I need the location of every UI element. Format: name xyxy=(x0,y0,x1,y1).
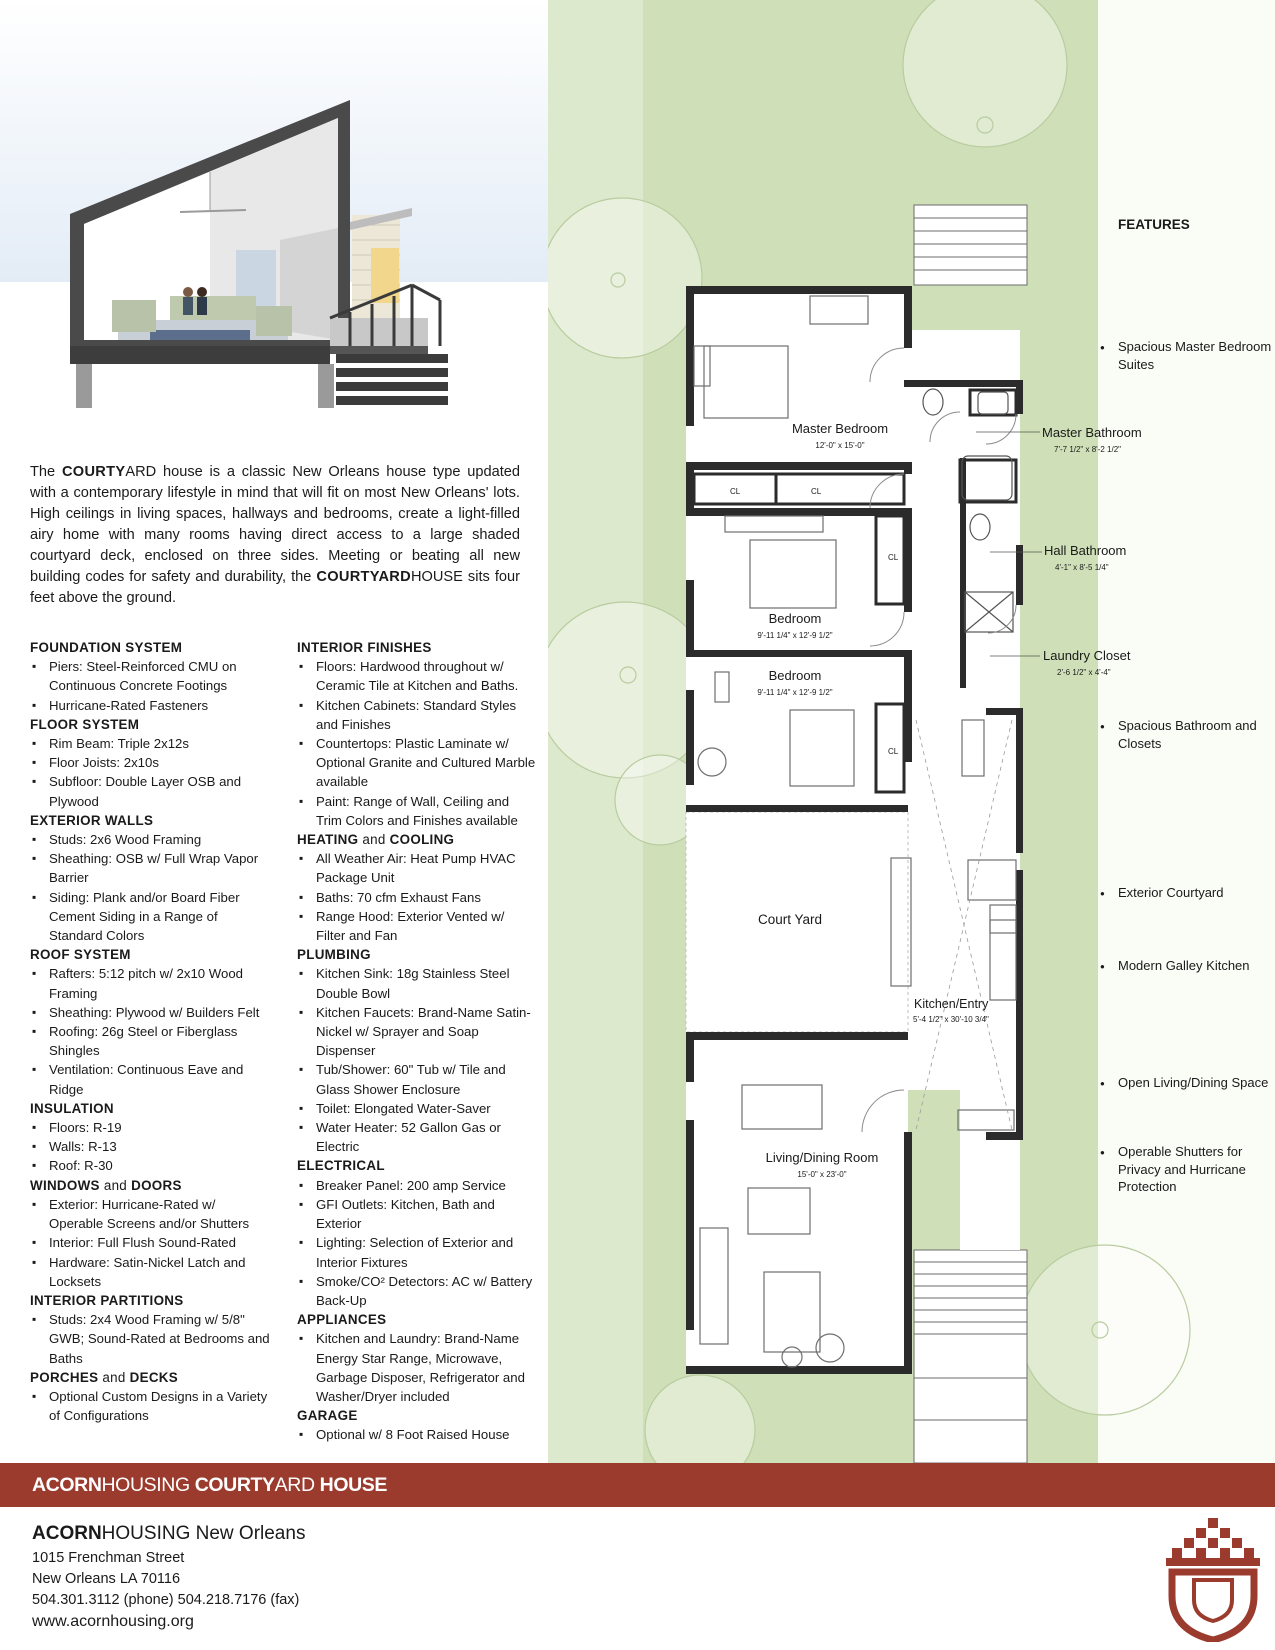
spec-heading: HEATING and COOLING xyxy=(297,832,455,848)
spec-item: ▪ Floors: R-19 xyxy=(30,1118,270,1137)
spec-list xyxy=(30,1118,270,1176)
spec-item: ▪ All Weather Air: Heat Pump HVAC Package Unit xyxy=(297,849,537,887)
spec-heading: INTERIOR FINISHES xyxy=(297,640,432,655)
house-section-rendering xyxy=(0,0,548,440)
spec-list xyxy=(297,1176,537,1310)
spec-item: ▪ GFI Outlets: Kitchen, Bath and Exterior xyxy=(297,1195,537,1233)
website-link[interactable]: www.acornhousing.org xyxy=(32,1613,194,1630)
spec-heading: INTERIOR PARTITIONS xyxy=(30,1292,184,1308)
spec-list xyxy=(30,734,270,811)
spec-item: ▪ Baths: 70 cfm Exhaust Fans xyxy=(297,888,537,907)
spec-item: ▪ Smoke/CO² Detectors: AC w/ Battery Back-Up xyxy=(297,1272,537,1310)
spec-item: ▪ Paint: Range of Wall, Ceiling and Trim Colors and Finishes available xyxy=(297,792,537,830)
spec-item: ▪ Rim Beam: Triple 2x12s xyxy=(30,734,270,753)
spec-item: ▪ Lighting: Selection of Exterior and Interior Fixtures xyxy=(297,1233,537,1271)
room-label-hall-bath: Hall Bathroom xyxy=(1044,543,1127,558)
room-dim-kitchen: 5'-4 1/2" x 30'-10 3/4" xyxy=(913,1015,989,1024)
house-name-bold: COURTYARD xyxy=(316,569,411,585)
spec-list xyxy=(30,1195,270,1291)
spec-item: ▪ Sheathing: OSB w/ Full Wrap Vapor Barrier xyxy=(30,849,270,887)
spec-heading: PLUMBING xyxy=(297,947,371,963)
spec-item: ▪ Tub/Shower: 60" Tub w/ Tile and Glass Shower Enclosure xyxy=(297,1060,537,1098)
feature-item: ● Spacious Master Bedroom Suites xyxy=(1118,338,1273,373)
spec-list xyxy=(297,1425,537,1444)
spec-list xyxy=(30,657,270,715)
acorn-logo-icon xyxy=(1166,1518,1260,1642)
feature-item: ● Open Living/Dining Space xyxy=(1118,1074,1273,1092)
spec-item: ▪ Floor Joists: 2x10s xyxy=(30,753,270,772)
room-label-bedroom-1: Bedroom xyxy=(768,611,822,626)
room-label-kitchen: Kitchen/Entry xyxy=(914,997,989,1011)
specs-right-column xyxy=(297,638,537,1445)
spec-item: ▪ Hardware: Satin-Nickel Latch and Locksets xyxy=(30,1253,270,1291)
room-dim-bedroom-2: 9'-11 1/4" x 12'-9 1/2" xyxy=(757,688,833,697)
spec-item: ▪ Toilet: Elongated Water-Saver xyxy=(297,1099,537,1118)
spec-item: ▪ Roofing: 26g Steel or Fiberglass Shingles xyxy=(30,1022,270,1060)
room-label-bedroom-2: Bedroom xyxy=(768,668,822,683)
spec-item: ▪ Floors: Hardwood throughout w/ Ceramic Tile at Kitchen and Baths. xyxy=(297,657,537,695)
spec-heading: ROOF SYSTEM xyxy=(30,947,131,963)
spec-list xyxy=(297,657,537,830)
room-label-courtyard: Court Yard xyxy=(757,912,823,927)
room-label-master-bedroom: Master Bedroom xyxy=(791,421,889,436)
spec-heading: INSULATION xyxy=(30,1100,114,1116)
room-label-laundry: Laundry Closet xyxy=(1043,648,1131,663)
closet-label: CL xyxy=(811,487,822,496)
spec-list xyxy=(30,1310,270,1368)
spec-item: ▪ Studs: 2x4 Wood Framing w/ 5/8" GWB; Sound-Rated at Bedrooms and Baths xyxy=(30,1310,270,1368)
spec-item: ▪ Roof: R-30 xyxy=(30,1156,270,1175)
spec-item: ▪ Walls: R-13 xyxy=(30,1137,270,1156)
spec-heading: FOUNDATION SYSTEM xyxy=(30,640,183,655)
room-dim-master-bedroom: 12'-0" x 15'-0" xyxy=(815,441,865,450)
spec-item: ▪ Subfloor: Double Layer OSB and Plywood xyxy=(30,772,270,810)
spec-heading: WINDOWS and DOORS xyxy=(30,1177,182,1193)
spec-item: ▪ Kitchen and Laundry: Brand-Name Energy Star Range, Microwave, Garbage Disposer, Refrigerator and Washer/Dryer included xyxy=(297,1329,537,1406)
spec-heading: APPLIANCES xyxy=(297,1312,387,1328)
spec-list xyxy=(30,1387,270,1425)
closet-label: CL xyxy=(888,553,899,562)
spec-heading: FLOOR SYSTEM xyxy=(30,716,140,732)
spec-item: ▪ Kitchen Sink: 18g Stainless Steel Double Bowl xyxy=(297,964,537,1002)
spec-heading: GARAGE xyxy=(297,1408,358,1424)
feature-item: ● Modern Galley Kitchen xyxy=(1118,957,1273,975)
contact-block xyxy=(32,1522,305,1632)
spec-list xyxy=(30,964,270,1098)
phone-fax: 504.301.3112 (phone) 504.218.7176 (fax) xyxy=(32,1592,300,1608)
spec-item: ▪ Exterior: Hurricane-Rated w/ Operable Screens and/or Shutters xyxy=(30,1195,270,1233)
spec-list xyxy=(30,830,270,945)
spec-item: ▪ Siding: Plank and/or Board Fiber Cement Siding in a Range of Standard Colors xyxy=(30,888,270,946)
spec-item: ▪ Countertops: Plastic Laminate w/ Optional Granite and Cultured Marble available xyxy=(297,734,537,792)
spec-item: ▪ Sheathing: Plywood w/ Builders Felt xyxy=(30,1003,270,1022)
spec-list xyxy=(297,849,537,945)
house-name-bold: COURTY xyxy=(61,464,126,480)
intro-paragraph: The COURTYARD house is a classic New Orleans house type updated with a contemporary lifestyle in mind that will fit on most New Orleans' lots. High ceilings in living spaces, hallways and bedrooms, create a light-filled airy home with many rooms having direct access to a large shaded courtyard deck, enclosed on three sides. Meeting or beating all new building codes for safety and durability, the COURTYARDHOUSE sits four feet above the ground. xyxy=(30,464,521,606)
banner-title: ACORNHOUSING COURTYARD HOUSE xyxy=(32,1474,388,1496)
feature-item: ● Exterior Courtyard xyxy=(1118,884,1273,902)
spec-list xyxy=(297,964,537,1156)
room-label-living: Living/Dining Room xyxy=(765,1150,879,1165)
spec-item: ▪ Kitchen Cabinets: Standard Styles and Finishes xyxy=(297,696,537,734)
city-address: New Orleans LA 70116 xyxy=(32,1571,181,1587)
org-name: ACORNHOUSING New Orleans xyxy=(32,1523,306,1544)
spec-item: ▪ Breaker Panel: 200 amp Service xyxy=(297,1176,537,1195)
spec-item: ▪ Optional w/ 8 Foot Raised House xyxy=(297,1425,537,1444)
spec-item: ▪ Ventilation: Continuous Eave and Ridge xyxy=(30,1060,270,1098)
spec-heading: PORCHES and DECKS xyxy=(30,1369,178,1385)
closet-label: CL xyxy=(888,747,899,756)
feature-item: ● Spacious Bathroom and Closets xyxy=(1118,717,1273,752)
spec-heading: EXTERIOR WALLS xyxy=(30,812,154,828)
spec-heading: ELECTRICAL xyxy=(297,1158,385,1174)
spec-list xyxy=(297,1329,537,1406)
features-title: FEATURES xyxy=(1118,217,1190,232)
spec-item: ▪ Hurricane-Rated Fasteners xyxy=(30,696,270,715)
spec-item: ▪ Range Hood: Exterior Vented w/ Filter and Fan xyxy=(297,907,537,945)
room-label-master-bath: Master Bathroom xyxy=(1042,425,1142,440)
spec-item: ▪ Optional Custom Designs in a Variety of Configurations xyxy=(30,1387,270,1425)
spec-item: ▪ Interior: Full Flush Sound-Rated xyxy=(30,1233,270,1252)
spec-item: ▪ Studs: 2x6 Wood Framing xyxy=(30,830,270,849)
spec-item: ▪ Piers: Steel-Reinforced CMU on Continuous Concrete Footings xyxy=(30,657,270,695)
closet-label: CL xyxy=(730,487,741,496)
room-dim-hall-bath: 4'-1" x 8'-5 1/4" xyxy=(1055,563,1109,572)
spec-item: ▪ Kitchen Faucets: Brand-Name Satin-Nickel w/ Sprayer and Soap Dispenser xyxy=(297,1003,537,1061)
spec-item: ▪ Water Heater: 52 Gallon Gas or Electric xyxy=(297,1118,537,1156)
specs-left-column xyxy=(30,638,270,1425)
feature-item: ● Operable Shutters for Privacy and Hurricane Protection xyxy=(1118,1143,1273,1196)
room-dim-master-bath: 7'-7 1/2" x 8'-2 1/2" xyxy=(1054,445,1121,454)
room-dim-laundry: 2'-6 1/2" x 4'-4" xyxy=(1057,668,1111,677)
room-dim-bedroom-1: 9'-11 1/4" x 12'-9 1/2" xyxy=(757,631,833,640)
spec-item: ▪ Rafters: 5:12 pitch w/ 2x10 Wood Framing xyxy=(30,964,270,1002)
room-dim-living: 15'-0" x 23'-0" xyxy=(797,1170,847,1179)
brand-banner xyxy=(0,1463,1275,1507)
street-address: 1015 Frenchman Street xyxy=(32,1550,185,1566)
